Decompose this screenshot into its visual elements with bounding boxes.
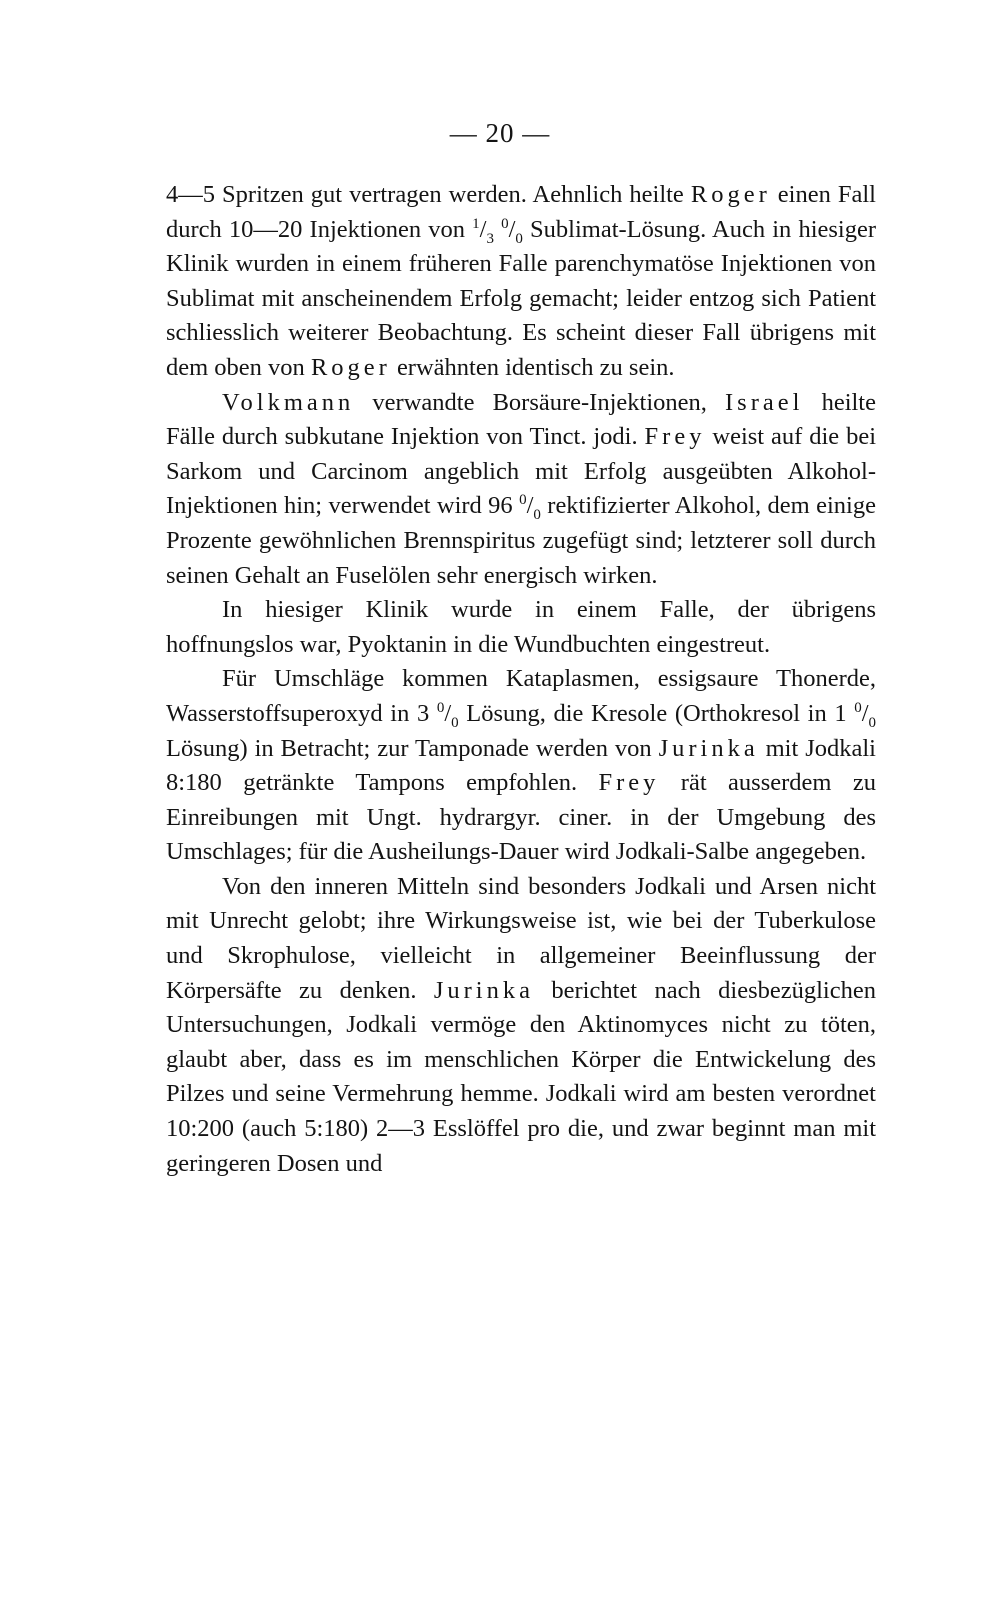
text-fragment: einen Fall durch 10—20 Injektionen von — [166, 181, 876, 243]
superscript-fragment: 0 — [854, 699, 862, 716]
author-name: Israel — [725, 388, 804, 416]
page-number: — 20 — — [449, 118, 551, 148]
author-name: Volkmann — [222, 388, 355, 416]
text-fragment: heilte Fälle durch subkutane Injektion von Tinct. jodi. — [166, 388, 876, 451]
text-fragment: In hiesiger Klinik wurde in einem Falle, der übrigens hoffnungslos war, Pyoktanin in die Wundbuchten eingestreut. — [166, 596, 876, 658]
text-fragment: Lösung) in Betracht; zur Tamponade werden von — [166, 734, 659, 762]
text-fragment: 4—5 Spritzen gut vertragen werden. Aehnlich heilte — [166, 181, 691, 208]
paragraph-4 — [166, 662, 876, 870]
subscript-fragment: 0 — [868, 714, 876, 731]
text-fragment: weist auf die bei Sarkom und Carcinom angeblich mit Erfolg ausgeübten Alkohol-Injektionen hin; verwendet wird 96 — [166, 423, 876, 520]
subscript-fragment: 3 — [486, 230, 494, 247]
text-fragment: rät ausserdem zu Einreibungen mit Ungt. hydrargyr. ciner. in der Umgebung des Umschlages; für die Ausheilungs-Dauer wird Jodkali-Salbe angegeben. — [166, 769, 876, 866]
text-fragment: berichtet nach diesbezüglichen Untersuchungen, Jodkali vermöge den Aktinomyces nicht zu töten, glaubt aber, dass es im menschlichen Körper die Entwickelung des Pilzes und seine Vermehrung hemme. Jodkali wird am besten verordnet 10:200 (auch 5:180) 2—3 Esslöffel pro die, und zwar beginnt man mit geringeren Dosen und — [166, 976, 876, 1177]
author-name: Roger — [690, 181, 771, 208]
superscript-fragment: 1 — [472, 215, 480, 232]
text-fragment: verwandte Borsäure-Injektionen, — [354, 388, 726, 416]
author-name: Frey — [598, 769, 660, 797]
text-fragment: Lösung, die Kresole (Orthokresol in 1 — [458, 699, 855, 727]
text-fragment: / — [526, 492, 534, 520]
text-fragment: / — [508, 215, 516, 243]
text-fragment: rektifizierter Alkohol, dem einige Prozente gewöhnlichen Brennspiritus zugefügt sind; letzterer soll durch seinen Gehalt an Fuselölen sehr energisch wirken. — [166, 492, 876, 589]
paragraph-5 — [166, 870, 876, 1181]
author-name: Jurinka — [433, 976, 534, 1004]
author-name: Jurinka — [658, 734, 759, 762]
text-fragment: mit Jodkali 8:180 getränkte Tampons empfohlen. — [166, 734, 876, 797]
text-fragment: Sublimat-Lösung. Auch in hiesiger Klinik wurden in einem früheren Falle parenchymatöse Injektionen von Sublimat mit anscheinendem Erfolg gemacht; leider entzog sich Patient schliesslich weiterer Beobachtung. Es scheint dieser Fall übrigens mit dem oben von — [166, 215, 876, 381]
subscript-fragment: 0 — [515, 230, 523, 247]
superscript-fragment: 0 — [501, 215, 509, 232]
author-name: Frey — [644, 423, 706, 451]
subscript-fragment: 0 — [451, 714, 459, 731]
text-fragment: Für Umschläge kommen Kataplasmen, essigsaure Thonerde, Wasserstoffsuperoxyd in 3 — [166, 665, 876, 727]
superscript-fragment: 0 — [519, 492, 527, 509]
text-fragment: / — [444, 699, 452, 727]
text-fragment: / — [479, 215, 487, 243]
text-fragment — [494, 216, 501, 243]
superscript-fragment: 0 — [436, 699, 445, 716]
paragraph-3 — [166, 593, 876, 662]
paragraph-2 — [166, 386, 876, 594]
paragraph-1 — [166, 178, 876, 386]
text-fragment: erwähnten identisch zu sein. — [390, 353, 675, 381]
subscript-fragment: 0 — [533, 507, 541, 524]
text-fragment: / — [861, 699, 869, 727]
body-text — [166, 178, 876, 1181]
author-name: Roger — [310, 353, 391, 381]
text-fragment: Von den inneren Mitteln sind besonders Jodkali und Arsen nicht mit Unrecht gelobt; ihre Wirkungsweise ist, wie bei der Tuberkulose und Skrophulose, vielleicht in allgemeiner Beeinflussung der Körpersäfte zu denken. — [166, 872, 876, 1004]
